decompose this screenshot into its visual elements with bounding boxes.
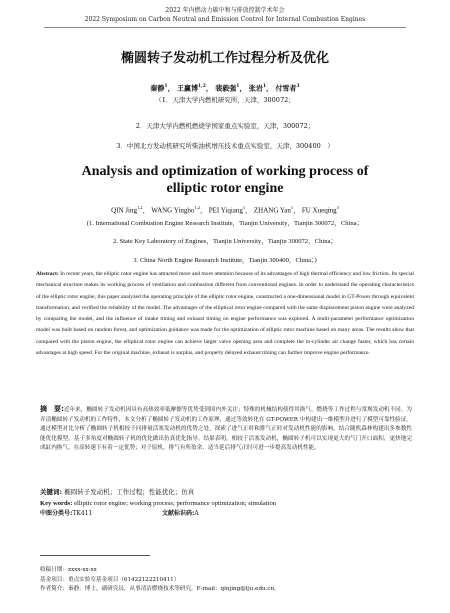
author-separator: ，	[142, 206, 150, 215]
author-separator: ，	[239, 83, 247, 93]
header-rule	[44, 27, 406, 28]
author-separator: ，	[266, 83, 273, 93]
author-affiliation-mark: 1	[290, 205, 294, 210]
author-name: 王赢博	[177, 83, 198, 93]
affiliation-en-2: 2. State Key Laboratory of Engines，Tianjin University，Tianjin 300072，China；	[112, 238, 338, 245]
author-name: FU Xueqing	[301, 206, 337, 215]
paper-title-en-line-1: Analysis and optimization of working process of	[81, 164, 369, 179]
abstract-cn-text: 近年来，椭圆转子发动机因具有高热效率低摩擦等优势受到国内外关注；特殊的机械结构使得其换气、燃烧等工作过程与常规发动机不同。为弄清椭圆转子发动机的工作特性，本文分析了椭圆转子发动机的工作原理，通过等效转化在 GT-POWER 中构建出一维模型并进行了模型可靠性验证。通过模型对比分析了椭圆转子机相较于同排量活塞发动机的优势之处，探索了进气正时和排气正时对发动机性能的影响。结合随机森林构建出多参数性能优化模型，基于多角度对椭圆转子机的优化做出仿真优化指导。结果表明，相较于活塞发动机，椭圆转子机可以实现更大的气门开口面积，更快地完成缸内换气，在高转速下有着一定优势；对于原机，排气有所盈余，适当延后排气正时可进一步提高发动机性能。	[40, 407, 412, 451]
conference-header	[0, 6, 450, 24]
paper-title-en-line-2: elliptic rotor engine	[166, 181, 284, 196]
author-affiliation-mark: 1,2	[198, 84, 206, 89]
author-affiliation-mark: 1	[236, 84, 240, 89]
doc-code-label: 文献标识码:	[162, 510, 195, 517]
author-name: WANG Yingbo	[151, 206, 195, 215]
abstract-cn	[40, 405, 412, 454]
abstract-en	[36, 269, 414, 359]
keywords-cn-text: 椭圆转子发动机；工作过程；性能优化；仿真	[64, 488, 195, 496]
author-name: 裴毅强	[215, 83, 237, 93]
author-name: 张岩	[248, 83, 263, 93]
affiliation-en-3: 3. China North Engine Research Institute，Tianjin 300400，China；)	[133, 257, 317, 264]
document-code	[162, 509, 199, 518]
footnote-rule	[40, 555, 150, 556]
clc-value: TK411	[72, 510, 93, 517]
paper-title-cn: 椭圆转子发动机工作过程分析及优化	[120, 51, 329, 66]
author-separator: ，	[167, 83, 175, 93]
authors-en	[0, 203, 450, 215]
footnote-author-bio: 作者简介：秦静，博士，副研究员，从事清洁燃烧技术等研究，E-mail：qinjing@tju.edu.cn。	[40, 586, 280, 592]
classification-line	[40, 509, 412, 518]
doc-code-value: A	[194, 510, 199, 517]
affiliation-en-1: (1. International Combustion Engine Research Institute，Tianjin University，Tianjin 300072，China；	[86, 220, 364, 227]
keywords-en-label: Key words:	[40, 500, 73, 507]
author-separator: ，	[293, 206, 301, 215]
author-name: QIN Jing	[111, 206, 137, 215]
author-affiliation-mark: 1	[164, 84, 168, 89]
abstract-cn-label: 摘 要:	[40, 405, 64, 413]
affiliation-cn-3: 3．中国北方发动机研究所柴油机增压技术重点实验室，天津，300400 ）	[116, 142, 334, 150]
author-affiliation-mark: 1	[242, 205, 246, 210]
author-separator: ，	[205, 83, 213, 93]
author-separator: ，	[245, 206, 253, 215]
footnote-funding: 基金项目：重点实验室基金项目（61422122210411）	[40, 576, 180, 583]
keywords-cn-label: 关键词:	[40, 488, 63, 496]
author-name: ZHANG Yan	[253, 206, 291, 215]
keywords-cn	[40, 488, 412, 497]
author-name: 付雪者	[275, 83, 297, 93]
authors-cn	[0, 82, 450, 93]
author-affiliation-mark: 1	[262, 84, 266, 89]
keywords-en-text: elliptic rotor engine; working process; performance optimization; simulation	[74, 500, 277, 507]
footnote-received-date: 收稿日期：xxxx-xx-xx	[40, 567, 97, 573]
paper-title-en	[0, 163, 450, 197]
conference-name-cn: 2022 年内燃动力碳中和与排放控制学术年会	[165, 7, 285, 14]
footnotes	[40, 566, 420, 595]
affiliation-cn-1: （1．天津大学内燃机研究所，天津，300072；	[155, 96, 295, 104]
keywords-en	[40, 499, 412, 508]
author-separator: ，	[199, 206, 207, 215]
conference-name-en: 2022 Symposium on Carbon Neutral and Emission Control for Internal Combustion Engines	[84, 16, 366, 23]
author-affiliation-mark: 3	[336, 205, 339, 210]
author-affiliation-mark: 1,2	[194, 205, 200, 210]
affiliation-cn-2: 2．天津大学内燃机燃烧学国家重点实验室，天津，300072；	[135, 122, 315, 130]
abstract-text: In recent years, the elliptic rotor engine has attracted more and more attention because of its advantages of high thermal efficiency and low friction. Its special mechanical structure makes its working process of ventilation and combustion different from conventional engines. In order to understand the operating characteristics of the elliptic rotor engine, this paper analyzed the operating principle of the elliptic rotor engine, constructed a one-dimensional model in GT-Power through equivalent transformation, and verified the reliability of the model. The advantages of the elliptical rotor engine compared with the same displacement piston engine were analyzed by comparing the model, and the influence of intake timing and exhaust timing on engine performance was explored. A multi-parameter performance optimization model was built based on random forest, and optimization guidance was made for the optimization of elliptic rotor machine based on many areas. The results show that compared with the piston engine, the elliptical rotor engine can achieve larger valve opening area and complete the in-cylinder air change faster, which has certain advantages at high speed. For the original machine, exhaust is surplus, and properly delayed exhaust timing can further improve engine performance.	[36, 271, 414, 357]
author-name: 秦静	[150, 83, 165, 93]
author-affiliation-mark: 1,2	[136, 205, 143, 210]
author-affiliation-mark: 3	[296, 84, 300, 89]
author-name: PEI Yiqiang	[208, 206, 243, 215]
clc-label: 中图分类号:	[40, 510, 73, 517]
abstract-label: Abstract:	[36, 271, 59, 277]
